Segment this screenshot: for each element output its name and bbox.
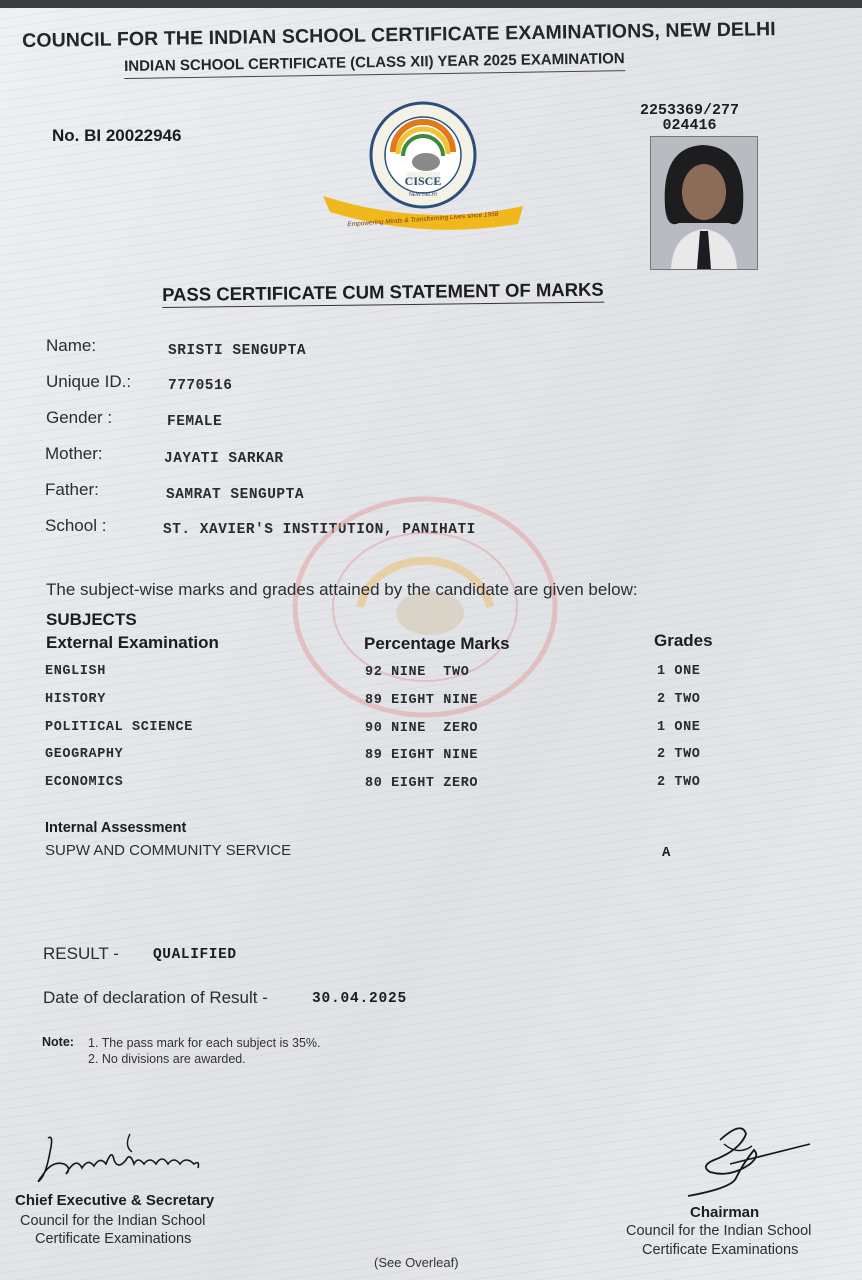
cisce-logo-icon	[318, 100, 528, 240]
subject-grade: 2 TWO	[657, 747, 701, 762]
subject-name: ECONOMICS	[45, 775, 124, 790]
name-label: Name:	[46, 336, 97, 355]
subject-grade: 2 TWO	[657, 692, 701, 707]
note-label: Note:	[42, 1035, 74, 1049]
top-edge	[0, 0, 862, 8]
mother-label: Mother:	[45, 444, 103, 463]
unique-id-label: Unique ID.:	[46, 372, 132, 391]
marks-intro: The subject-wise marks and grades attained by the candidate are given below:	[46, 580, 638, 599]
reference-line-1: 2253369/277	[640, 102, 740, 119]
candidate-photo	[650, 136, 758, 270]
subject-name: POLITICAL SCIENCE	[45, 720, 193, 735]
subjects-heading: SUBJECTS	[46, 610, 137, 629]
subject-grade: 1 ONE	[657, 664, 701, 679]
school-name: ST. XAVIER'S INSTITUTION, PANIHATI	[163, 522, 476, 538]
chairman-org-line-2: Certificate Examinations	[642, 1242, 799, 1258]
school-label: School :	[45, 516, 107, 535]
logo-place: NEW DELHI	[409, 192, 437, 198]
percentage-marks-heading: Percentage Marks	[364, 634, 510, 653]
father-name: SAMRAT SENGUPTA	[166, 487, 305, 503]
council-seal-icon	[290, 495, 560, 720]
father-label: Father:	[45, 480, 99, 499]
subject-name: HISTORY	[45, 692, 106, 707]
subject-grade: 1 ONE	[657, 720, 701, 735]
document-title: PASS CERTIFICATE CUM STATEMENT OF MARKS	[162, 279, 604, 308]
declaration-date: 30.04.2025	[312, 991, 408, 1007]
chief-executive-org-line-1: Council for the Indian School	[20, 1213, 206, 1229]
internal-assessment-subject: SUPW AND COMMUNITY SERVICE	[45, 842, 292, 859]
chairman-title: Chairman	[690, 1204, 760, 1221]
subject-name: ENGLISH	[45, 664, 106, 679]
gender: FEMALE	[167, 414, 223, 430]
unique-id: 7770516	[168, 378, 233, 394]
subject-name: GEOGRAPHY	[45, 747, 124, 762]
candidate-portrait-icon	[651, 137, 757, 269]
certificate-number: No. BI 20022946	[52, 126, 182, 145]
exam-heading: INDIAN SCHOOL CERTIFICATE (CLASS XII) YEAR 2025 EXAMINATION	[124, 50, 625, 79]
gender-label: Gender :	[46, 408, 113, 427]
note-divisions: 2. No divisions are awarded.	[88, 1052, 246, 1066]
result-label: RESULT -	[43, 944, 119, 963]
note-pass-mark: 1. The pass mark for each subject is 35%.	[88, 1036, 321, 1050]
chairman-org-line-1: Council for the Indian School	[626, 1223, 812, 1239]
see-overleaf: (See Overleaf)	[374, 1255, 459, 1270]
external-exam-heading: External Examination	[46, 633, 219, 652]
logo-ribbon-text: Empowering Minds & Transforming Lives since 1958	[347, 210, 499, 229]
candidate-name: SRISTI SENGUPTA	[168, 343, 307, 359]
subject-marks: 92 NINE TWO	[365, 665, 470, 680]
internal-assessment-heading: Internal Assessment	[45, 820, 187, 836]
subject-marks: 80 EIGHT ZERO	[365, 776, 479, 791]
subject-marks: 89 EIGHT NINE	[365, 693, 479, 708]
chief-executive-org-line-2: Certificate Examinations	[35, 1231, 192, 1247]
subject-grade: 2 TWO	[657, 775, 701, 790]
result-value: QUALIFIED	[153, 947, 237, 963]
chief-executive-signature-icon	[34, 1130, 214, 1190]
reference-line-2: 024416	[662, 117, 717, 134]
declaration-date-label: Date of declaration of Result -	[43, 988, 268, 1007]
reference-number	[640, 103, 739, 133]
chairman-signature-icon	[680, 1120, 820, 1205]
mother-name: JAYATI SARKAR	[164, 451, 284, 467]
grades-heading: Grades	[654, 631, 713, 650]
subject-marks: 90 NINE ZERO	[365, 721, 479, 736]
subject-marks: 89 EIGHT NINE	[365, 748, 479, 763]
chief-executive-title: Chief Executive & Secretary	[15, 1192, 215, 1209]
internal-assessment-grade: A	[662, 845, 671, 861]
logo-name: CISCE	[404, 174, 442, 188]
council-heading: COUNCIL FOR THE INDIAN SCHOOL CERTIFICATE EXAMINATIONS, NEW DELHI	[22, 18, 776, 52]
